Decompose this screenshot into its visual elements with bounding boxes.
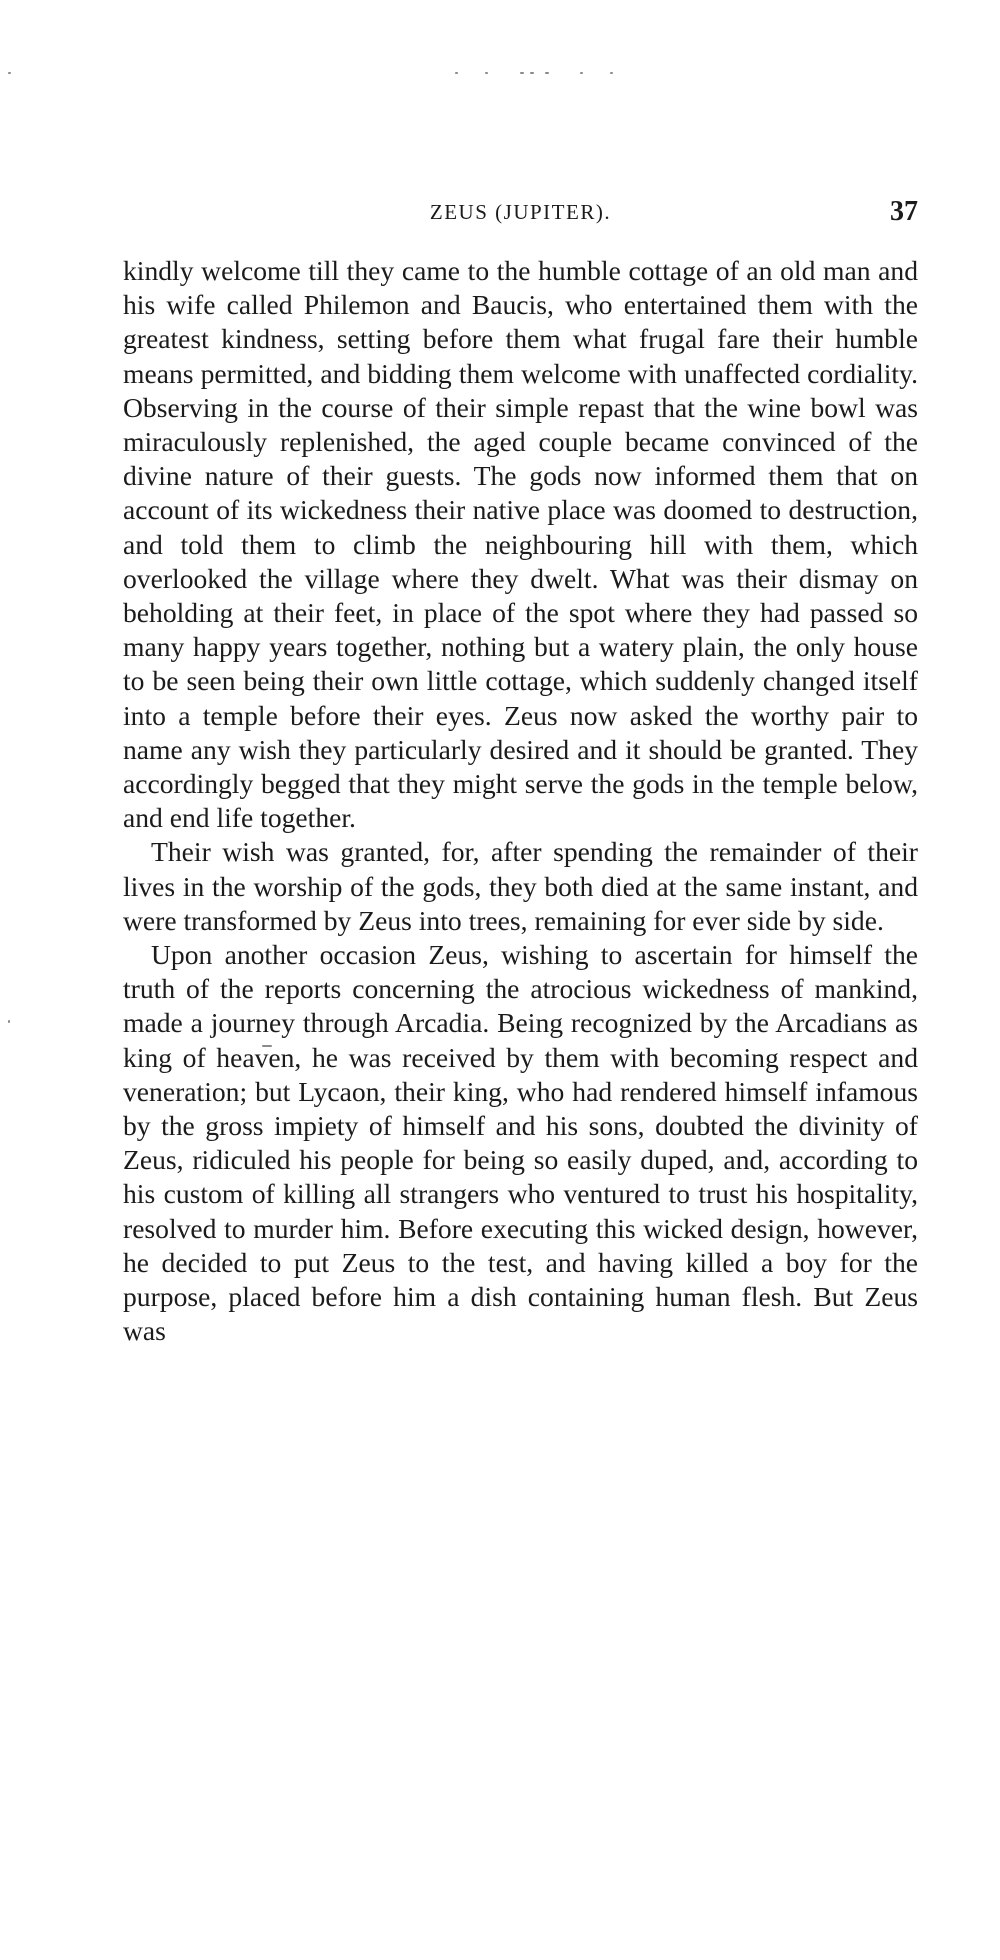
scan-speck: [8, 1020, 10, 1023]
scan-speck: [455, 72, 458, 74]
scan-speck: [520, 72, 524, 74]
scan-speck: [610, 72, 613, 74]
scan-speck: [530, 72, 534, 74]
paragraph: kindly welcome till they came to the humble cottage of an old man and his wife called Philemon and Baucis, who entertained them with the greatest kindness, setting before them what frugal fare their humble means permitted, and bidding them welcome with unaffected cordiality. Observing in the course of their simple repast that the wine bowl was miraculously replenished, the aged couple became convinced of the divine nature of their guests. The gods now informed them that on account of its wickedness their native place was doomed to destruction, and told them to climb the neighbouring hill with them, which overlooked the village where they dwelt. What was their dismay on beholding at their feet, in place of the spot where they had passed so many happy years together, nothing but a watery plain, the only house to be seen being their own little cottage, which suddenly changed itself into a temple before their eyes. Zeus now asked the worthy pair to name any wish they particularly desired and it should be granted. They accordingly begged that they might serve the gods in the temple below, and end life together.: [123, 255, 918, 834]
running-title: ZEUS (JUPITER).: [429, 200, 612, 224]
scan-speck: [8, 72, 11, 74]
body-text: [123, 254, 918, 1349]
page-number: 37: [890, 196, 918, 227]
paragraph: Their wish was granted, for, after spending the remainder of their lives in the worship of the gods, they both died at the same instant, and were transformed by Zeus into trees, remaining for ever side by side.: [123, 836, 918, 936]
scan-speck: [580, 72, 583, 74]
scan-speck: [485, 72, 488, 74]
scan-speck: [545, 72, 549, 74]
paragraph: Upon another occasion Zeus, wishing to ascertain for himself the truth of the reports concerning the atrocious wickedness of mankind, made a journey through Arcadia. Being recognized by the Arcadians as king of heaven, he was received by them with becoming respect and veneration; but Lycaon, their king, who had rendered himself infamous by the gross impiety of himself and his sons, doubted the divinity of Zeus, ridiculed his people for being so easily duped, and, according to his custom of killing all strangers who ventured to trust his hospitality, resolved to murder him. Before executing this wicked design, however, he decided to put Zeus to the test, and having killed a boy for the purpose, placed before him a dish containing human flesh. But Zeus was: [123, 939, 918, 1347]
page-header: [123, 196, 918, 240]
